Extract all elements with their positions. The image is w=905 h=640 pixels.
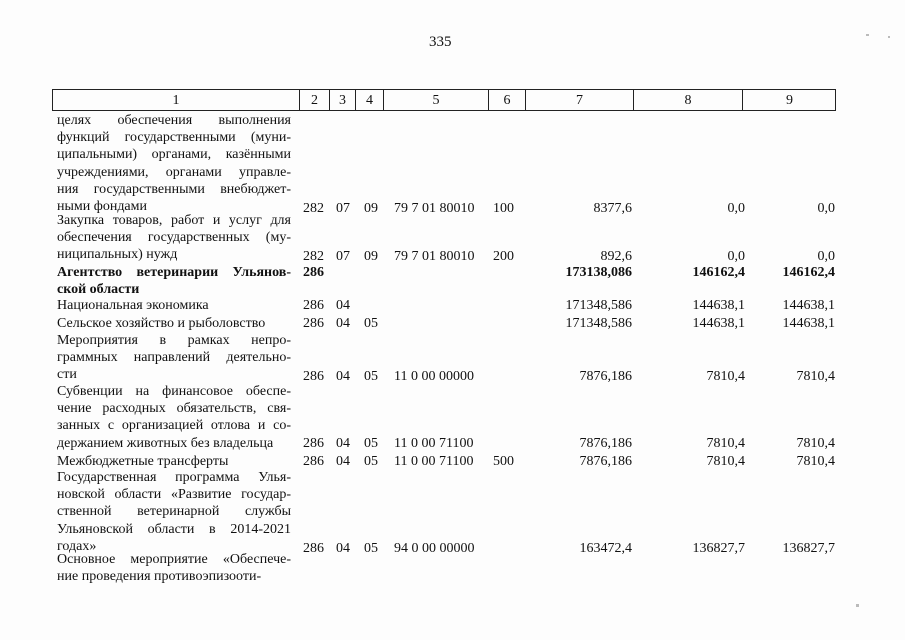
cell-c9: 7810,4 xyxy=(796,369,835,385)
description-line: функций государственными (муни- xyxy=(57,130,291,146)
description-line: Межбюджетные трансферты xyxy=(57,454,229,469)
cell-adm: 286 xyxy=(303,316,324,331)
cell-c8: 7810,4 xyxy=(706,454,745,469)
cell-c9: 7810,4 xyxy=(796,435,835,451)
cell-pr: 05 xyxy=(364,316,378,331)
description-line: ципальными) органами, казёнными xyxy=(57,147,291,163)
cell-adm: 286 xyxy=(303,540,324,556)
cell-csr: 94 0 00 00000 xyxy=(394,540,475,556)
description-line: годах» xyxy=(57,538,97,554)
row-description xyxy=(57,297,291,314)
cell-c8: 7810,4 xyxy=(706,435,745,451)
cell-c7: 163472,4 xyxy=(579,540,632,556)
cell-pr: 05 xyxy=(364,454,378,469)
header-cell-7: 7 xyxy=(525,90,633,110)
cell-csr: 79 7 01 80010 xyxy=(394,249,475,265)
cell-vr: 200 xyxy=(493,249,514,265)
description-line: обеспечения государственных (му- xyxy=(57,230,291,246)
description-line: Сельское хозяйство и рыболовство xyxy=(57,316,266,331)
header-cell-6: 6 xyxy=(488,90,525,110)
description-line: ными фондами xyxy=(57,199,148,215)
cell-c7: 171348,586 xyxy=(565,316,632,331)
cell-rz: 04 xyxy=(336,540,350,556)
cell-c7: 8377,6 xyxy=(593,201,632,216)
cell-pr: 05 xyxy=(364,540,378,556)
description-line: целях обеспечения выполнения xyxy=(57,113,291,128)
cell-c7: 7876,186 xyxy=(579,454,632,469)
row-description xyxy=(57,453,291,470)
cell-c8: 7810,4 xyxy=(706,369,745,385)
cell-rz: 07 xyxy=(336,249,350,265)
page-number: 335 xyxy=(429,34,452,50)
cell-c8: 144638,1 xyxy=(692,316,745,331)
header-cell-8: 8 xyxy=(633,90,742,110)
cell-adm: 282 xyxy=(303,201,324,216)
cell-adm: 286 xyxy=(303,369,324,385)
description-line: ния государственными внебюджет- xyxy=(57,181,291,197)
description-line: новской области «Развитие государ- xyxy=(57,487,291,503)
cell-csr: 11 0 00 71100 xyxy=(394,454,474,469)
description-line: Национальная экономика xyxy=(57,298,209,313)
cell-c9: 144638,1 xyxy=(782,298,835,313)
cell-c9: 146162,4 xyxy=(782,265,835,280)
row-description xyxy=(57,112,291,215)
cell-adm: 286 xyxy=(303,298,324,313)
row-description xyxy=(57,264,291,298)
description-line: Государственная программа Улья- xyxy=(57,470,291,485)
description-line: Закупка товаров, работ и услуг для xyxy=(57,213,291,228)
header-cell-9: 9 xyxy=(742,90,836,110)
cell-adm: 286 xyxy=(303,435,324,451)
cell-c7: 171348,586 xyxy=(565,298,632,313)
cell-pr: 09 xyxy=(364,201,378,216)
description-line: Мероприятия в рамках непро- xyxy=(57,333,291,348)
description-line: Ульяновской области в 2014-2021 xyxy=(57,521,291,537)
description-line: занных с организацией отлова и со- xyxy=(57,418,291,434)
cell-c7: 7876,186 xyxy=(579,435,632,451)
cell-csr: 11 0 00 00000 xyxy=(394,369,474,385)
row-description xyxy=(57,383,291,452)
cell-c8: 144638,1 xyxy=(692,298,745,313)
description-line: учреждениями, органами управле- xyxy=(57,164,291,180)
header-cell-4: 4 xyxy=(355,90,383,110)
row-description xyxy=(57,332,291,384)
cell-rz: 04 xyxy=(336,454,350,469)
cell-csr: 79 7 01 80010 xyxy=(394,201,475,216)
cell-pr: 09 xyxy=(364,249,378,265)
row-description xyxy=(57,315,291,332)
description-line: чение расходных обязательств, свя- xyxy=(57,401,291,417)
cell-adm: 286 xyxy=(303,454,324,469)
table-header xyxy=(52,89,836,111)
cell-rz: 04 xyxy=(336,369,350,385)
row-description xyxy=(57,212,291,264)
cell-c9: 0,0 xyxy=(817,201,835,216)
description-line: Агентство ветеринарии Ульянов- xyxy=(57,265,291,280)
cell-c9: 136827,7 xyxy=(782,540,835,556)
cell-c8: 136827,7 xyxy=(692,540,745,556)
description-line: граммных направлений деятельно- xyxy=(57,350,291,366)
cell-c8: 146162,4 xyxy=(692,265,745,280)
cell-rz: 04 xyxy=(336,316,350,331)
cell-adm: 286 xyxy=(303,265,324,280)
cell-vr: 500 xyxy=(493,454,514,469)
cell-csr: 11 0 00 71100 xyxy=(394,435,474,451)
cell-c9: 144638,1 xyxy=(782,316,835,331)
header-cell-3: 3 xyxy=(329,90,355,110)
header-cell-5: 5 xyxy=(383,90,488,110)
cell-c8: 0,0 xyxy=(727,201,745,216)
description-line: Субвенции на финансовое обеспе- xyxy=(57,384,291,399)
cell-rz: 04 xyxy=(336,435,350,451)
description-line: ние проведения противоэпизооти- xyxy=(57,569,262,585)
cell-vr: 100 xyxy=(493,201,514,216)
cell-c9: 0,0 xyxy=(817,249,835,265)
cell-pr: 05 xyxy=(364,435,378,451)
description-line: сти xyxy=(57,367,77,383)
description-line: ственной ветеринарной службы xyxy=(57,504,291,520)
header-cell-1: 1 xyxy=(172,93,180,108)
cell-c7: 892,6 xyxy=(600,249,632,265)
description-line: ской области xyxy=(57,282,140,298)
cell-c7: 173138,086 xyxy=(565,265,632,280)
cell-adm: 282 xyxy=(303,249,324,265)
description-line: Основное мероприятие «Обеспече- xyxy=(57,552,291,567)
cell-c7: 7876,186 xyxy=(579,369,632,385)
header-cell-2: 2 xyxy=(299,90,329,110)
cell-c9: 7810,4 xyxy=(796,454,835,469)
description-line: держанием животных без владельца xyxy=(57,435,274,451)
cell-rz: 07 xyxy=(336,201,350,216)
cell-rz: 04 xyxy=(336,298,350,313)
row-description xyxy=(57,469,291,555)
cell-pr: 05 xyxy=(364,369,378,385)
description-line: ниципальных) нужд xyxy=(57,247,178,263)
row-description xyxy=(57,551,291,585)
cell-c8: 0,0 xyxy=(727,249,745,265)
